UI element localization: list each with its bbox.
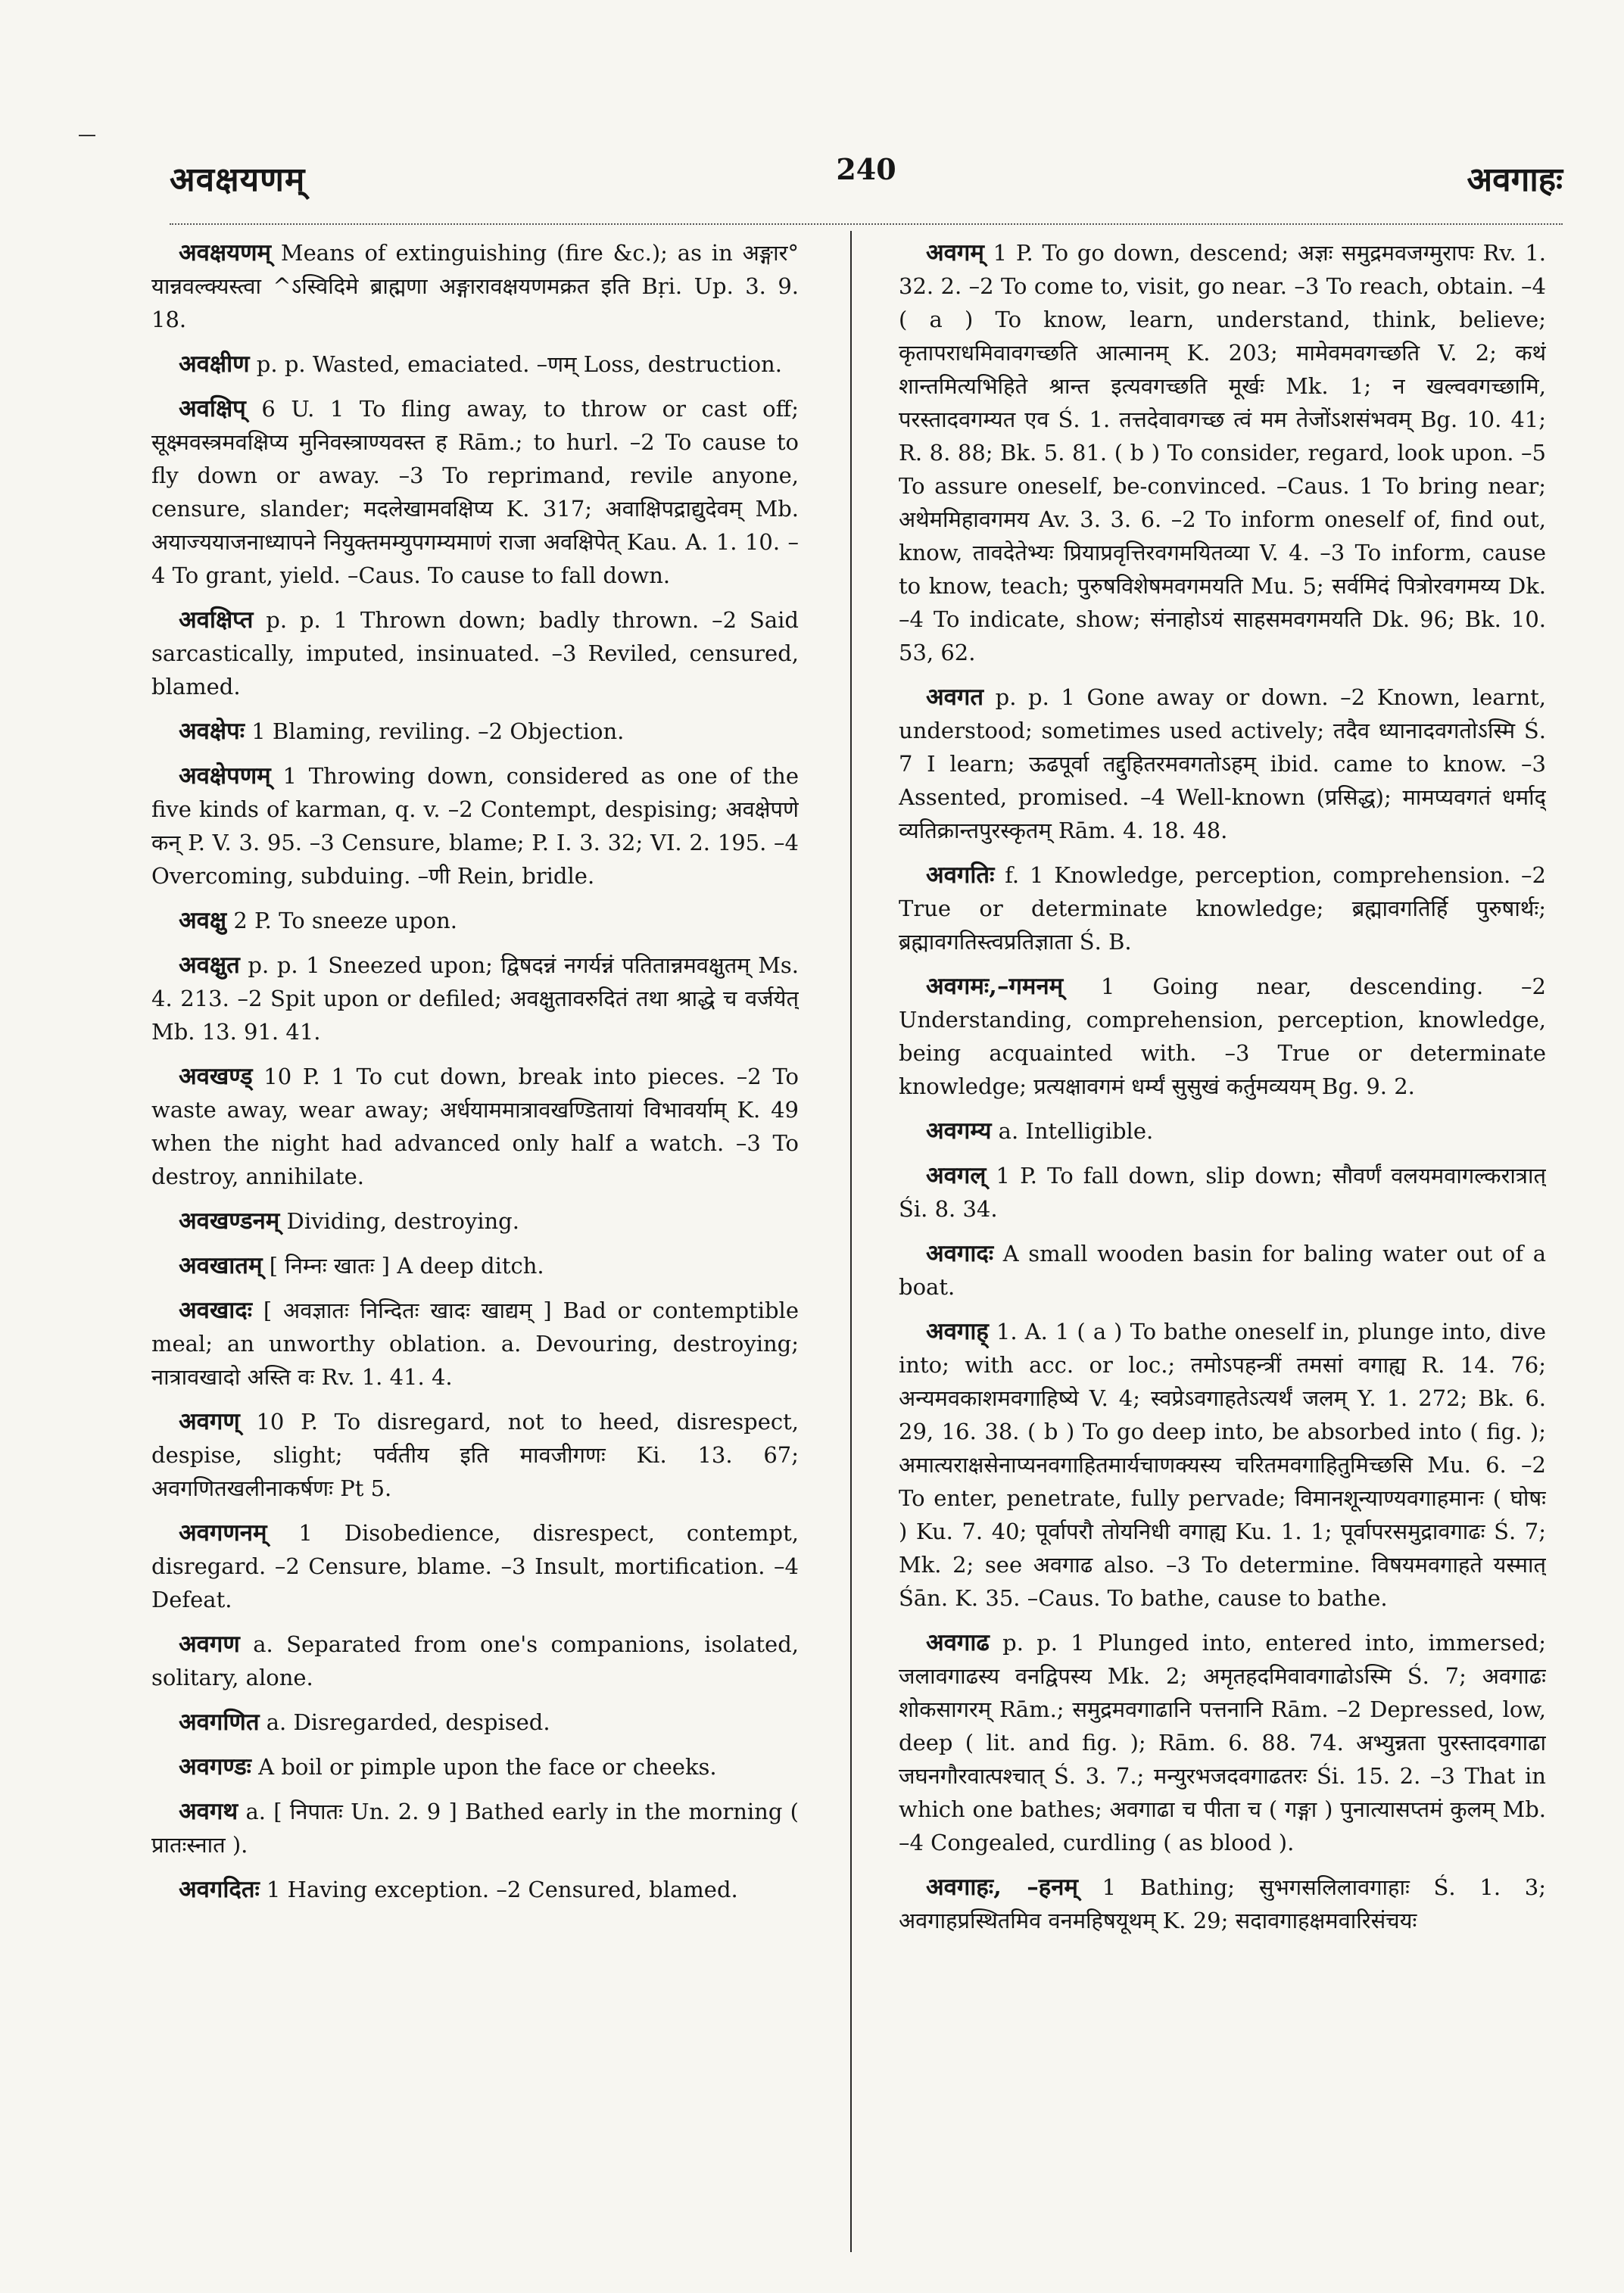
entry-headword: अवगमः,–गमनम् (926, 973, 1064, 1000)
dictionary-entry (151, 1060, 799, 1193)
dictionary-entry (151, 1706, 799, 1739)
entry-definition: a. [ निपातः Un. 2. 9 ] Bathed early in the morning ( प्रातःस्नात ). (151, 1799, 799, 1858)
entry-definition: 1 Going near, descending. –2 Understanding, comprehension, perception, knowledge, being acquainted with. –3 True or determinate knowledge; प्रत्यक्षावगमं धर्म्यं सुसुखं कर्तुमव्ययम् Bg. 9. 2. (899, 974, 1546, 1099)
entry-headword: अवगाढ (926, 1629, 990, 1656)
entry-definition: [ अवज्ञातः निन्दितः खादः खाद्यम् ] Bad or contemptible meal; an unworthy oblation. a. Devouring, destroying; नात्रावखादो अस्ति वः Rv. 1. 41. 4. (151, 1298, 799, 1390)
dictionary-entry (899, 1626, 1546, 1859)
entry-definition: [ निम्नः खातः ] A deep ditch. (262, 1253, 544, 1279)
dictionary-entry (151, 392, 799, 592)
dictionary-entry (151, 1516, 799, 1616)
entry-definition: 1 Having exception. –2 Censured, blamed. (259, 1877, 738, 1902)
page-header (170, 152, 1563, 208)
entry-definition: 1 P. To fall down, slip down; सौवर्णं वलयमवागल्करात्रात् Śi. 8. 34. (899, 1163, 1546, 1222)
entry-definition: A boil or pimple upon the face or cheeks. (251, 1754, 717, 1780)
dictionary-entry (151, 236, 799, 336)
entry-definition: 1. A. 1 ( a ) To bathe oneself in, plunge into, dive into; with acc. or loc.; तमोऽपहन्त्रीं तमसां वगाह्य R. 14. 76; अन्यमवकाशमवगाहिष्ये V. 4; स्वप्रेऽवगाहतेऽत्यर्थं जलम् Y. 1. 272; Bk. 6. 29, 16. 38. ( b ) To go deep into, be absorbed into ( fig. ); अमात्यराक्षसेनाप्यनवगाहितमार्यचाणक्यस्य चरितमवगाहितुमिच्छसि Mu. 6. –2 To enter, penetrate, fully pervade; विमानशून्याण्यवगाहमानः ( घोषः ) Ku. 7. 40; पूर्वापरौ तोयनिधी वगाह्य Ku. 1. 1; पूर्वापरसमुद्रावगाढः Ś. 7; Mk. 2; see अवगाढ also. –3 To determine. विषयमवगाहते यस्मात् Śān. K. 35. –Caus. To bathe, cause to bathe. (899, 1319, 1546, 1611)
dictionary-entry (151, 1405, 799, 1505)
entry-definition: p. p. Wasted, emaciated. –णम् Loss, destruction. (249, 351, 782, 377)
entry-definition: p. p. 1 Sneezed upon; द्विषदन्नं नगर्यन्नं पतितान्नमवक्षुतम् Ms. 4. 213. –2 Spit upon or defiled; अवक्षुतावरुदितं तथा श्राद्धे च वर्जयेत् Mb. 13. 91. 41. (151, 952, 799, 1045)
dictionary-entry (151, 1873, 799, 1906)
entry-definition: a. Intelligible. (991, 1118, 1154, 1144)
entry-definition: f. 1 Knowledge, perception, comprehension. –2 True or determinate knowledge; ब्रह्मावगतिर्हि पुरुषार्थः; ब्रह्मावगतिस्त्वप्रतिज्ञाता Ś. B. (899, 862, 1546, 955)
entry-headword: अवगल् (926, 1162, 987, 1189)
entry-headword: अवक्षिप्त (179, 606, 254, 634)
entry-definition: 1 Disobedience, disrespect, contempt, disregard. –2 Censure, blame. –3 Insult, mortification. –4 Defeat. (151, 1520, 799, 1612)
margin-mark (79, 135, 95, 136)
entry-definition: 1 Blaming, reviling. –2 Objection. (245, 718, 625, 744)
entry-headword: अवगम् (926, 239, 984, 266)
dictionary-entry (899, 1159, 1546, 1226)
dictionary-entry (151, 904, 799, 937)
entry-headword: अवक्षुत (179, 952, 240, 979)
entry-headword: अवखण्डनम् (179, 1207, 280, 1235)
dictionary-entry (899, 1114, 1546, 1148)
left-column (151, 236, 799, 2250)
dictionary-entry (151, 1204, 799, 1238)
entry-headword: अवगदितः (179, 1876, 260, 1903)
header-right-headword: अवगाहः (1467, 160, 1563, 199)
entry-headword: अवक्षयणम् (179, 239, 272, 266)
entry-definition: a. Disregarded, despised. (259, 1709, 550, 1735)
entry-definition: a. Separated from one's companions, isolated, solitary, alone. (151, 1631, 799, 1690)
entry-headword: अवक्षीण (179, 350, 250, 378)
dictionary-entry (899, 681, 1546, 847)
header-rule (170, 223, 1563, 225)
entry-headword: अवगाह् (926, 1318, 989, 1345)
dictionary-entry (151, 1249, 799, 1282)
entry-headword: अवगणनम् (179, 1519, 267, 1547)
entry-definition: 2 P. To sneeze upon. (226, 908, 458, 933)
entry-headword: अवगणित (179, 1709, 260, 1736)
dictionary-entry (151, 759, 799, 893)
entry-headword: अवगाहः, –हनम् (926, 1874, 1078, 1901)
entry-definition: A small wooden basin for baling water out of a boat. (899, 1241, 1546, 1300)
entry-definition: Means of extinguishing (fire &c.); as in अङ्गार° यान्नवल्क्यस्त्वा ^ऽस्विदिमे ब्राह्मणा अङ्गारावक्षयणमक्रत इति Bṛi. Up. 3. 9. 18. (151, 240, 799, 332)
dictionary-entry (899, 970, 1546, 1103)
dictionary-entry (151, 949, 799, 1048)
entry-headword: अवक्षेपः (179, 718, 245, 745)
entry-headword: अवगादः (926, 1240, 994, 1267)
dictionary-entry (899, 1237, 1546, 1304)
dictionary-entry (151, 1628, 799, 1694)
dictionary-entry (151, 1294, 799, 1394)
entry-headword: अवगथ (179, 1798, 238, 1825)
entry-definition: 1 Throwing down, considered as one of the five kinds of karman, q. v. –2 Contempt, despising; अवक्षेपणे कन् P. V. 3. 95. –3 Censure, blame; P. I. 3. 32; VI. 2. 195. –4 Overcoming, subduing. –णी Rein, bridle. (151, 763, 799, 889)
entry-headword: अवगण्डः (179, 1753, 251, 1781)
entry-headword: अवक्षिप् (179, 395, 246, 422)
page-number: 240 (836, 152, 896, 186)
entry-headword: अवखण्ड् (179, 1063, 253, 1090)
entry-headword: अवक्षु (179, 907, 227, 934)
entry-definition: p. p. 1 Plunged into, entered into, immersed; जलावगाढस्य वनद्विपस्य Mk. 2; अमृतहदमिवावगाढोऽस्मि Ś. 7; अवगाढः शोकसागरम् Rām.; समुद्रमवगाढानि पत्तनानि Rām. –2 Depressed, low, deep ( lit. and fig. ); Rām. 6. 88. 74. अभ्युन्नता पुरस्तादवगाढा जघनगौरवात्पश्चात् Ś. 3. 7.; मन्युरभजदवगाढतरः Śi. 15. 2. –3 That in which one bathes; अवगाढा च पीता च ( गङ्गा ) पुनात्यासप्तमं कुलम् Mb. –4 Congealed, curdling ( as blood ). (899, 1630, 1546, 1855)
entry-headword: अवगम्य (926, 1117, 992, 1145)
entry-headword: अवगण् (179, 1408, 240, 1435)
entry-definition: 1 Bathing; सुभगसलिलावगाहाः Ś. 1. 3; अवगाहप्रस्थितमिव वनमहिषयूथम् K. 29; सदावगाहक्षमवारिसंचयः (899, 1874, 1546, 1933)
entry-headword: अवगतिः (926, 861, 995, 889)
dictionary-entry (899, 858, 1546, 958)
entry-definition: 1 P. To go down, descend; अज्ञः समुद्रमवजग्मुरापः Rv. 1. 32. 2. –2 To come to, visit, go near. –3 To reach, obtain. –4 ( a ) To know, learn, understand, think, believe; कृतापराधमिवावगच्छति आत्मानम् K. 203; मामेवमवगच्छति V. 2; कथं शान्तमित्यभिहिते श्रान्त इत्यवगच्छति मूर्खः Mk. 1; न खल्ववगच्छामि, परस्तादवगम्यत एव Ś. 1. तत्तदेवावगच्छ त्वं मम तेजोंऽशसंभवम् Bg. 10. 41; R. 8. 88; Bk. 5. 81. ( b ) To consider, regard, look upon. –5 To assure oneself, be-convinced. –Caus. 1 To bring near; अथेममिहावगमय Av. 3. 3. 6. –2 To inform oneself of, find out, know, तावदेतेभ्यः प्रियाप्रवृत्तिरवगमयितव्या V. 4. –3 To inform, cause to know, teach; पुरुषविशेषमवगमयति Mu. 5; सर्वमिदं पित्रोरवगमय्य Dk. –4 To indicate, show; संनाहोऽयं साहसमवगमयति Dk. 96; Bk. 10. 53, 62. (899, 240, 1546, 665)
column-divider (850, 231, 852, 2252)
entry-headword: अवखादः (179, 1297, 253, 1324)
dictionary-entry (899, 1315, 1546, 1615)
header-left-headword: अवक्षयणम् (170, 160, 306, 199)
entry-definition: p. p. 1 Thrown down; badly thrown. –2 Said sarcastically, imputed, insinuated. –3 Reviled, censured, blamed. (151, 607, 799, 699)
dictionary-entry (899, 1871, 1546, 1937)
entry-headword: अवखातम् (179, 1252, 263, 1279)
dictionary-entry (151, 603, 799, 703)
dictionary-entry (151, 1795, 799, 1862)
entry-definition: 6 U. 1 To fling away, to throw or cast off; सूक्ष्मवस्त्रमवक्षिप्य मुनिवस्त्राण्यवस्त ह Rām.; to hurl. –2 To cause to fly down or away. –3 To reprimand, revile anyone, censure, slander; मदलेखामवक्षिप्य K. 317; अवाक्षिपद्राद्युदेवम् Mb. अयाज्ययाजनाध्यापने नियुक्तमम्युपगम्यमाणं राजा अवक्षिपेत् Kau. A. 1. 10. –4 To grant, yield. –Caus. To cause to fall down. (151, 396, 799, 588)
entry-headword: अवक्षेपणम् (179, 762, 271, 790)
dictionary-entry (151, 1750, 799, 1784)
entry-headword: अवगत (926, 684, 984, 711)
dictionary-entry (151, 715, 799, 748)
entry-definition: 10 P. 1 To cut down, break into pieces. –2 To waste away, wear away; अर्धयाममात्रावखण्डितायां विभावर्याम् K. 49 when the night had advanced only half a watch. –3 To destroy, annihilate. (151, 1064, 799, 1189)
entry-definition: Dividing, destroying. (279, 1208, 519, 1234)
dictionary-entry (151, 347, 799, 381)
entry-definition: p. p. 1 Gone away or down. –2 Known, learnt, understood; sometimes used actively; तदैव ध्यानादवगतोऽस्मि Ś. 7 I learn; ऊढपूर्वा तद्दुहितरमवगतोऽहम् ibid. came to know. –3 Assented, promised. –4 Well-known (प्रसिद्ध); मामप्यवगतं धर्माद् व्यतिक्रान्तपुरस्कृतम् Rām. 4. 18. 48. (899, 684, 1546, 843)
right-column (899, 236, 1546, 2250)
entry-definition: 10 P. To disregard, not to heed, disrespect, despise, slight; पर्वतीय इति मावजीगणः Ki. 13. 67; अवगणितखलीनाकर्षणः Pt 5. (151, 1409, 799, 1501)
dictionary-entry (899, 236, 1546, 669)
entry-headword: अवगण (179, 1631, 240, 1658)
